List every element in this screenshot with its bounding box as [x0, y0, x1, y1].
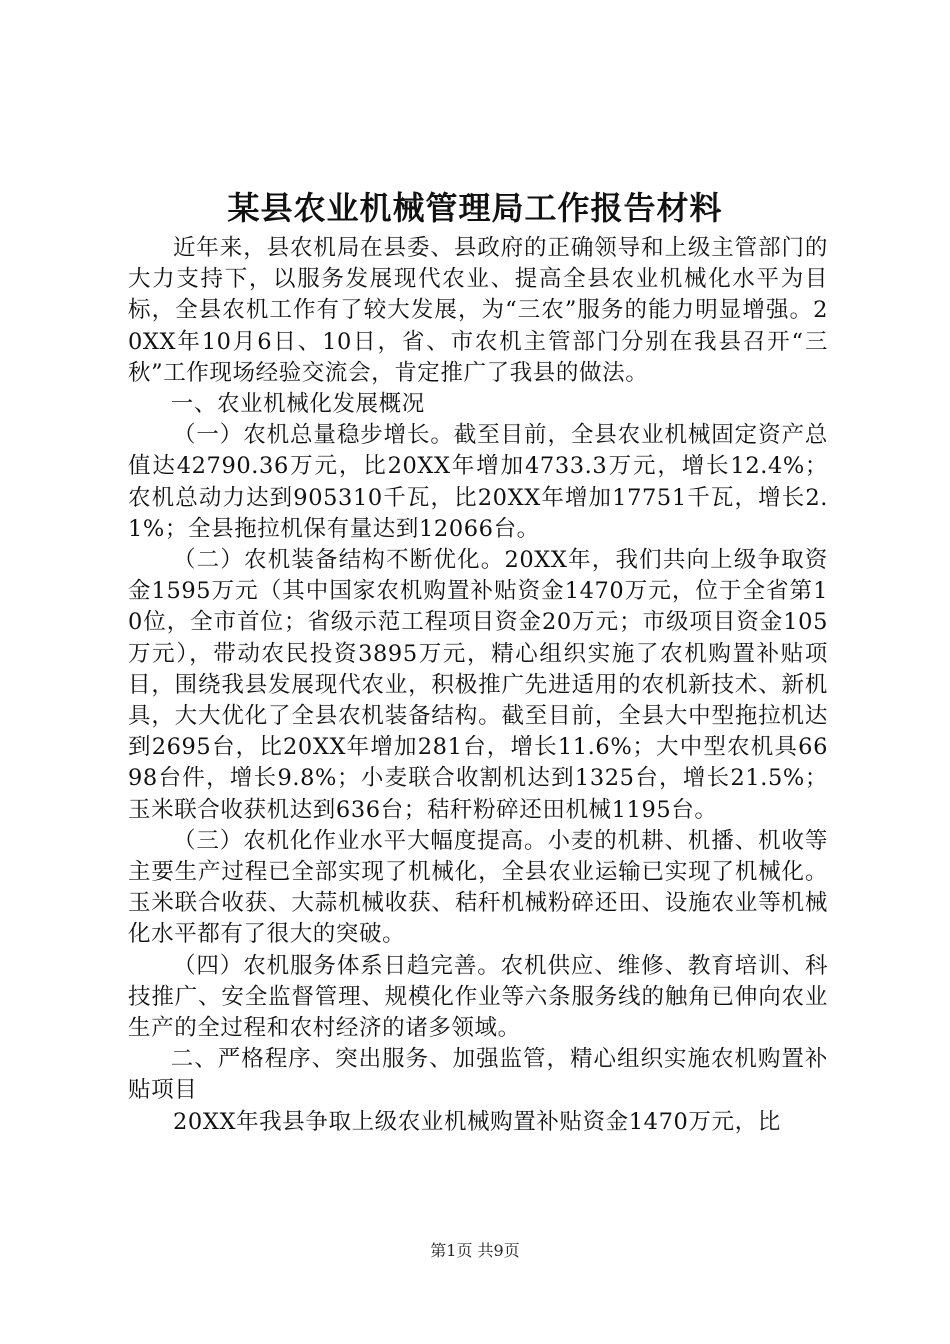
intro-paragraph: 近年来，县农机局在县委、县政府的正确领导和上级主管部门的大力支持下，以服务发展现代农业、提高全县农业机械化水平为目标，全县农机工作有了较大发展，为“三农”服务的能力明显增强。20XX年10月6日、10日，省、市农机主管部门分别在我县召开“三秋”工作现场经验交流会，肯定推广了我县的做法。: [128, 235, 828, 386]
paragraph-equipment-structure: （二）农机装备结构不断优化。20XX年，我们共向上级争取资金1595万元（其中国家农机购置补贴资金1470万元，位于全省第10位，全市首位；省级示范工程项目资金20万元；市级项目资金105万元），带动农民投资3895万元，精心组织实施了农机购置补贴项目，围绕我县发展现代农业，积极推广先进适用的农机新技术、新机具，大大优化了全县农机装备结构。截至目前，全县大中型拖拉机达到2695台，比20XX年增加281台，增长11.6%；大中型农机具6698台件，增长9.8%；小麦联合收割机达到1325台，增长21.5%；玉米联合收获机达到636台；秸秆粉碎还田机械1195台。: [128, 547, 828, 823]
document-body: [128, 233, 828, 1138]
page-footer: 第1页 共9页: [430, 1241, 520, 1260]
section-heading-2: 二、严格程序、突出服务、加强监管，精心组织实施农机购置补贴项目: [128, 1046, 828, 1104]
document-title: 某县农业机械管理局工作报告材料: [227, 189, 723, 227]
section-heading-1: 一、农业机械化发展概况: [170, 391, 425, 418]
paragraph-operation-level: （三）农机化作业水平大幅度提高。小麦的机耕、机播、机收等主要生产过程已全部实现了机械化，全县农业运输已实现了机械化。玉米联合收获、大蒜机械收获、秸秆机械粉碎还田、设施农业等机械化水平都有了很大的突破。: [128, 827, 828, 948]
paragraph-machinery-growth: （一）农机总量稳步增长。截至目前，全县农业机械固定资产总值达42790.36万元，比20XX年增加4733.3万元，增长12.4%；农机总动力达到905310千瓦，比20XX年增加17751千瓦，增长2.1%；全县拖拉机保有量达到12066台。: [128, 422, 828, 542]
paragraph-service-system: （四）农机服务体系日趋完善。农机供应、维修、教育培训、科技推广、安全监督管理、规模化作业等六条服务线的触角已伸向农业生产的全过程和农村经济的诸多领域。: [128, 952, 828, 1042]
paragraph-subsidy-funds: 20XX年我县争取上级农业机械购置补贴资金1470万元，比: [173, 1108, 781, 1135]
